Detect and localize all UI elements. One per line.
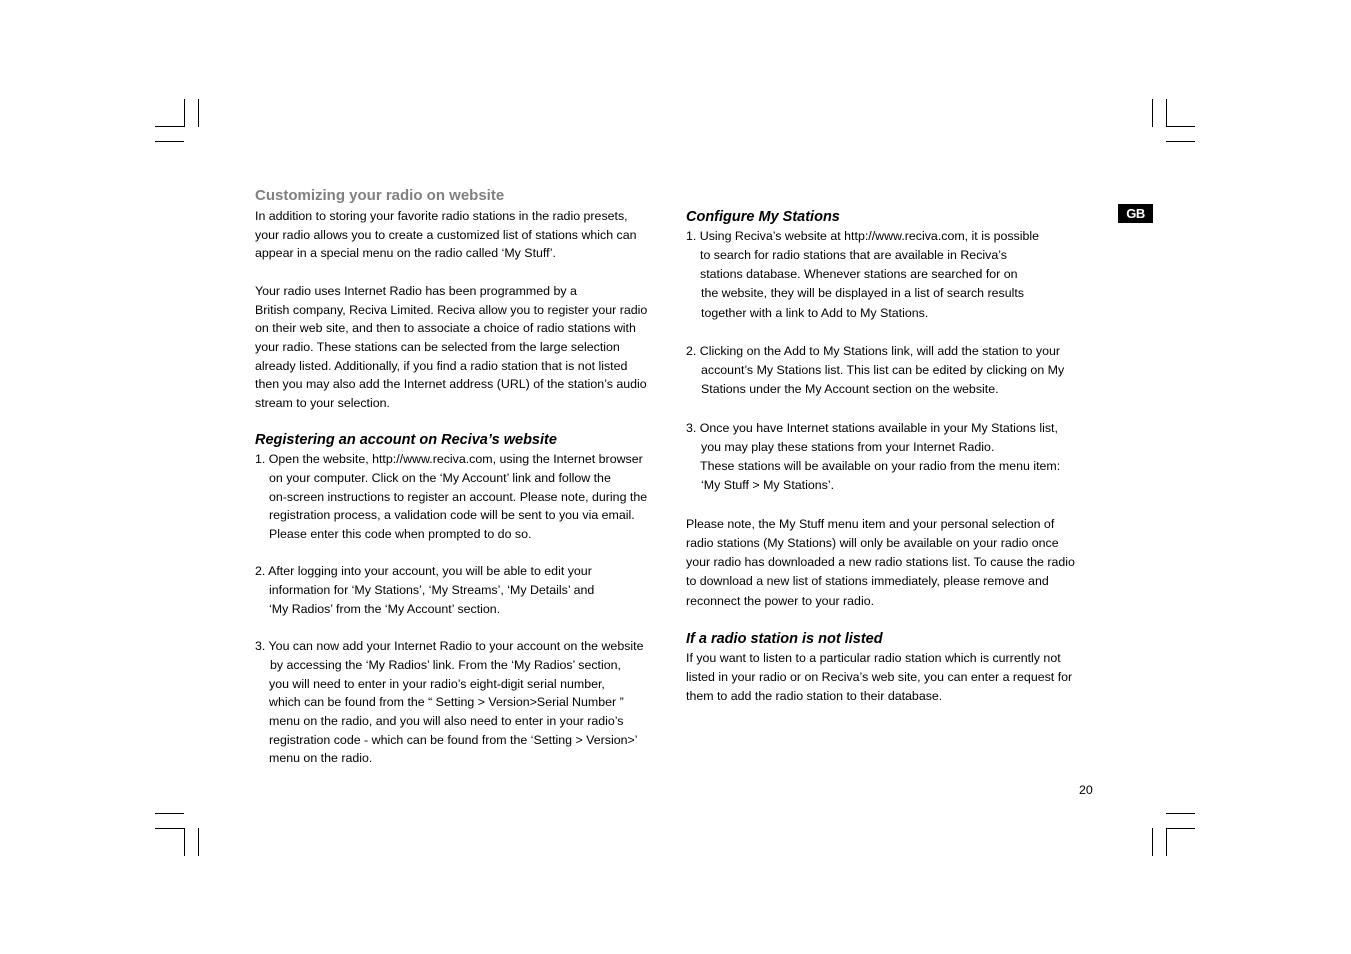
text-line: you will need to enter in your radio’s eight-digit serial number, xyxy=(269,676,605,691)
text-line: 1. Using Reciva’s website at http://www.reciva.com, it is possible xyxy=(686,228,1040,243)
crop-mark xyxy=(184,828,185,856)
text-line: 2. After logging into your account, you will be able to edit your xyxy=(255,564,592,579)
text-line: your radio allows you to create a customized list of stations which can xyxy=(255,227,637,242)
text-line: on-screen instructions to register an account. Please note, during the xyxy=(269,489,648,504)
register-step-3 xyxy=(255,637,675,768)
left-column xyxy=(255,186,675,768)
not-listed-paragraph xyxy=(686,649,1106,707)
configure-heading: Configure My Stations xyxy=(686,209,840,225)
crop-mark xyxy=(155,126,184,127)
crop-mark xyxy=(1166,141,1195,142)
crop-mark xyxy=(1166,126,1195,127)
text-line: Stations under the My Account section on the website. xyxy=(701,382,999,397)
text-line: In addition to storing your favorite radio stations in the radio presets, xyxy=(255,209,628,223)
text-line: registration process, a validation code will be sent to you via email. xyxy=(269,508,635,523)
text-line: Please enter this code when prompted to do so. xyxy=(269,526,532,541)
text-line: listed in your radio or on Reciva’s web site, you can enter a request for xyxy=(686,669,1073,684)
text-line: together with a link to Add to My Stations. xyxy=(701,305,929,320)
text-line: which can be found from the “ Setting > Version>Serial Number ” xyxy=(269,695,624,710)
configure-step-3 xyxy=(686,419,1106,496)
text-line: British company, Reciva Limited. Reciva allow you to register your radio xyxy=(255,302,648,317)
text-line: radio stations (My Stations) will only be available on your radio once xyxy=(686,535,1059,550)
crop-mark xyxy=(184,99,185,127)
text-line: then you may also add the Internet address (URL) of the station’s audio xyxy=(255,377,647,392)
text-line: your radio. These stations can be selected from the large selection xyxy=(255,339,620,354)
text-line: 3. Once you have Internet stations available in your My Stations list, xyxy=(686,420,1058,435)
not-listed-heading: If a radio station is not listed xyxy=(686,630,883,647)
text-line: stations database. Whenever stations are searched for on xyxy=(700,267,1018,282)
text-line: ‘My Stuff > My Stations’. xyxy=(701,478,835,493)
configure-step-2 xyxy=(686,342,1106,400)
intro-paragraph xyxy=(255,207,675,263)
crop-mark xyxy=(198,828,199,856)
text-line: the website, they will be displayed in a list of search results xyxy=(701,286,1025,301)
crop-mark xyxy=(155,141,184,142)
text-line: 3. You can now add your Internet Radio to your account on the website xyxy=(255,639,644,654)
crop-mark xyxy=(1152,99,1153,127)
text-line: 1. Open the website, http://www.reciva.com, using the Internet browser xyxy=(255,452,643,467)
crop-mark xyxy=(1166,99,1167,127)
register-step-1 xyxy=(255,450,675,544)
text-line: Please note, the My Stuff menu item and your personal selection of xyxy=(686,516,1055,531)
text-line: 2. Clicking on the Add to My Stations link, will add the station to your xyxy=(686,343,1060,358)
text-line: reconnect the power to your radio. xyxy=(686,593,875,608)
configure-step-1 xyxy=(686,227,1106,323)
text-line: registration code - which can be found from the ‘Setting > Version>’ xyxy=(269,732,638,747)
text-line: on your computer. Click on the ‘My Account’ link and follow the xyxy=(269,470,611,485)
page-number: 20 xyxy=(1079,783,1093,797)
register-heading: Registering an account on Reciva’s website xyxy=(255,432,557,449)
text-line: menu on the radio, and you will also need to enter in your radio’s xyxy=(269,713,624,728)
crop-mark xyxy=(198,99,199,127)
text-line: your radio has downloaded a new radio stations list. To cause the radio xyxy=(686,555,1075,570)
text-line: These stations will be available on your radio from the menu item: xyxy=(700,459,1061,474)
right-column xyxy=(686,208,1106,706)
text-line: to download a new list of stations immediately, please remove and xyxy=(686,574,1049,589)
text-line: Your radio uses Internet Radio has been programmed by a xyxy=(255,283,577,298)
text-line: appear in a special menu on the radio called ‘My Stuff’. xyxy=(255,246,556,261)
text-line: ‘My Radios’ from the ‘My Account’ section. xyxy=(269,601,501,616)
text-line: them to add the radio station to their database. xyxy=(686,689,943,704)
register-step-2 xyxy=(255,562,675,618)
section-title: Customizing your radio on website xyxy=(255,187,505,204)
text-line: you may play these stations from your Internet Radio. xyxy=(701,439,995,454)
crop-mark xyxy=(1166,828,1167,856)
text-line: to search for radio stations that are available in Reciva’s xyxy=(700,247,1007,262)
text-line: If you want to listen to a particular radio station which is currently not xyxy=(686,650,1061,665)
note-paragraph xyxy=(686,515,1106,611)
text-line: on their web site, and then to associate a choice of radio stations with xyxy=(255,321,636,336)
crop-mark xyxy=(1152,828,1153,856)
language-badge: GB xyxy=(1118,204,1153,223)
crop-mark xyxy=(155,813,184,814)
text-line: information for ‘My Stations’, ‘My Streams’, ‘My Details’ and xyxy=(269,583,595,598)
text-line: menu on the radio. xyxy=(269,751,373,766)
text-line: already listed. Additionally, if you find a radio station that is not listed xyxy=(255,358,628,373)
text-line: by accessing the ‘My Radios’ link. From the ‘My Radios’ section, xyxy=(270,657,621,672)
crop-mark xyxy=(155,828,184,829)
text-line: account’s My Stations list. This list can be edited by clicking on My xyxy=(701,363,1065,378)
crop-mark xyxy=(1166,813,1195,814)
reciva-paragraph xyxy=(255,282,675,413)
text-line: stream to your selection. xyxy=(255,396,390,411)
crop-mark xyxy=(1166,828,1195,829)
